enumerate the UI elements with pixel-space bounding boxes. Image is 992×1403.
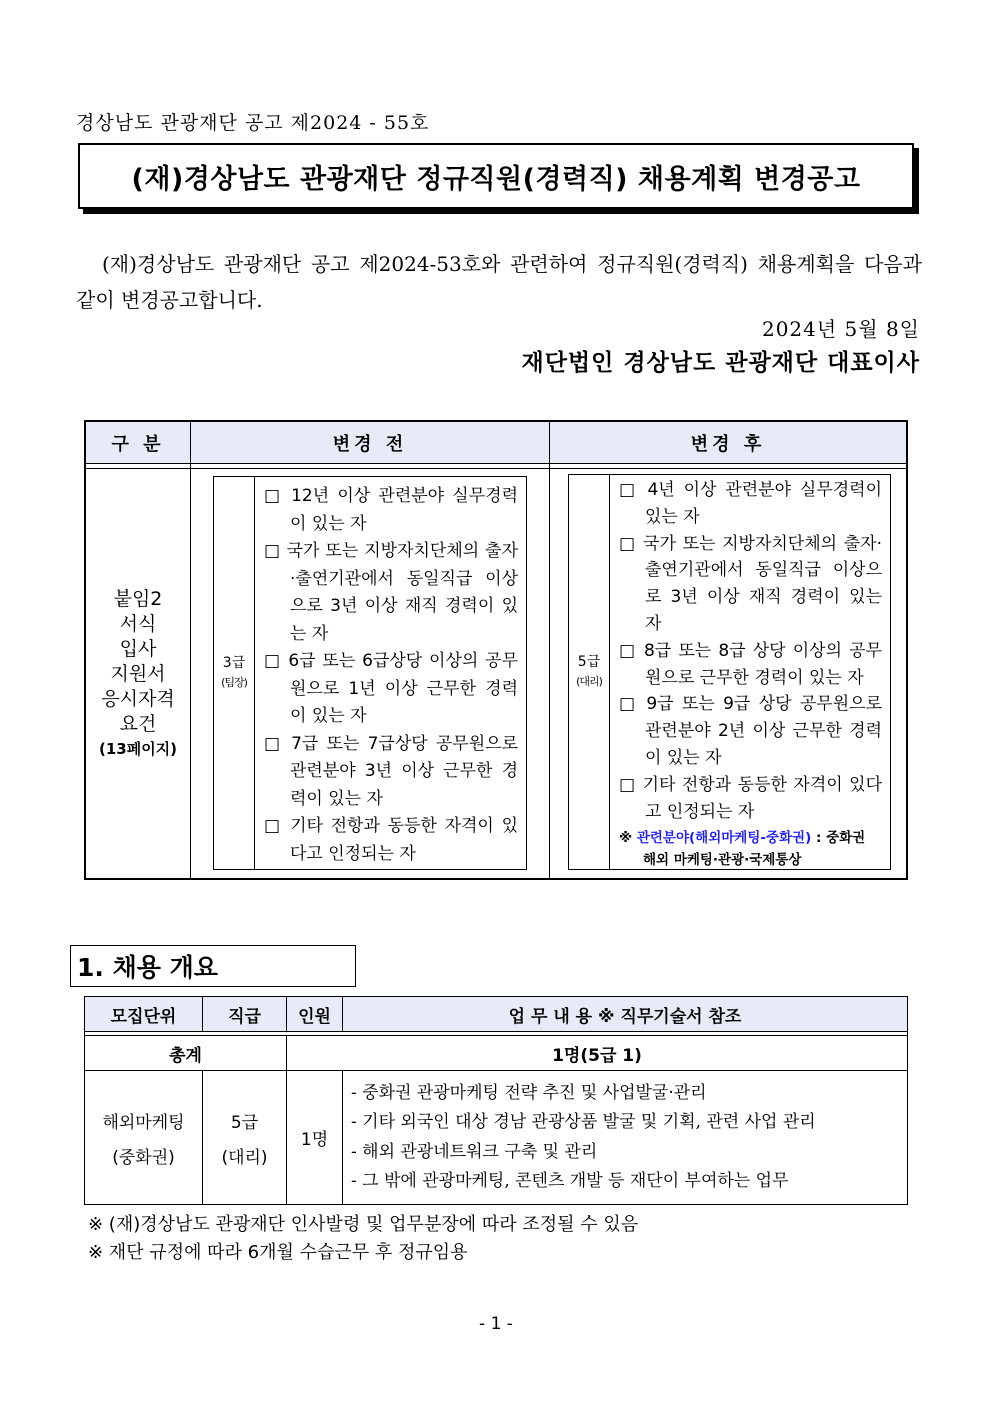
category-line: 지원서 (110, 663, 166, 685)
category-line: 요건 (119, 713, 157, 735)
related-field-note (619, 827, 882, 871)
headcount-cell: 1명 (287, 1071, 343, 1205)
page-number: - 1 - (479, 1314, 513, 1334)
before-box (213, 476, 527, 870)
grade-value: 5급 (230, 1112, 259, 1133)
overview-table (84, 996, 908, 1205)
category-line: 서식 (119, 613, 157, 635)
intro-paragraph: (재)경상남도 관광재단 공고 제2024-53호와 관련하여 정규직원(경력직) 채용계획을 다음과 같이 변경공고합니다. (76, 252, 922, 312)
before-rank-title: (팀장) (221, 676, 247, 689)
duties-cell (343, 1071, 908, 1205)
section-heading: 1. 채용 개요 (70, 945, 356, 987)
duty-item: - 해외 관광네트워크 구축 및 관리 (351, 1141, 598, 1162)
unit-sub: (중화권) (112, 1147, 175, 1168)
header-duties: 업 무 내 용 ※ 직무기술서 참조 (343, 997, 908, 1032)
after-items (619, 477, 882, 871)
notice-number: 경상남도 관광재단 공고 제2024 - 55호 (76, 112, 430, 134)
header-after: 변경 후 (550, 422, 906, 464)
change-table (84, 420, 908, 880)
after-rank (569, 475, 610, 869)
before-items (264, 483, 518, 868)
category-line: 붙임2 (113, 588, 163, 610)
header-divider (86, 463, 906, 469)
list-item: □ 6급 또는 6급상당 이상의 공무원으로 1년 이상 근무한 경력이 있는 자 (264, 651, 518, 726)
category-line: 응시자격 (101, 688, 175, 710)
list-item: □ 기타 전항과 동등한 자격이 있다고 인정되는 자 (619, 774, 882, 822)
duty-item: - 기타 외국인 대상 경남 관광상품 발굴 및 기획, 관련 사업 관리 (351, 1112, 816, 1132)
after-rank-grade: 5급 (577, 654, 601, 670)
category-cell (86, 587, 190, 762)
after-box (568, 474, 891, 870)
list-item: □ 기타 전항과 동등한 자격이 있다고 인정되는 자 (264, 816, 518, 864)
header-headcount: 인원 (287, 997, 343, 1032)
announcement-date: 2024년 5월 8일 (761, 317, 920, 341)
before-rank-grade: 3급 (222, 655, 246, 671)
column-divider (190, 422, 191, 878)
grade-title: (대리) (221, 1147, 268, 1168)
list-item: □ 12년 이상 관련분야 실무경력이 있는 자 (264, 486, 518, 534)
before-rank (214, 477, 255, 869)
header-unit: 모집단위 (85, 997, 203, 1032)
duty-item: - 그 밖에 관광마케팅, 콘텐츠 개발 등 재단이 부여하는 업무 (351, 1171, 789, 1191)
footnote: ※ (재)경상남도 관광재단 인사발령 및 업무분장에 따라 조정될 수 있음 (88, 1214, 639, 1235)
page-title: (재)경상남도 관광재단 정규직원(경력직) 채용계획 변경공고 (78, 143, 914, 209)
list-item: □ 7급 또는 7급상당 공무원으로 관련분야 3년 이상 근무한 경력이 있는 자 (264, 733, 518, 809)
unit-cell (85, 1071, 203, 1205)
footnotes (88, 1211, 638, 1267)
footnote: ※ 재단 규정에 따라 6개월 수습근무 후 정규임용 (88, 1242, 468, 1263)
list-item: □ 국가 또는 지방자치단체의 출자·출연기관에서 동일직급 이상으로 3년 이상 재직 경력이 있는 자 (264, 541, 518, 644)
total-label: 총계 (85, 1036, 287, 1071)
header-category: 구 분 (86, 422, 190, 464)
header-grade: 직급 (203, 997, 287, 1032)
list-item: □ 9급 또는 9급 상당 공무원으로 관련분야 2년 이상 근무한 경력이 있는 자 (619, 694, 882, 768)
header-before: 변경 전 (191, 422, 549, 464)
note-text: : 중화권 해외 마케팅·관광·국제통상 (643, 830, 866, 869)
unit-name: 해외마케팅 (102, 1112, 185, 1133)
list-item: □ 8급 또는 8급 상당 이상의 공무원으로 근무한 경력이 있는 자 (619, 640, 882, 688)
note-highlight: 관련분야(해외마케팅-중화권) (636, 830, 812, 847)
note-mark: ※ (619, 830, 633, 847)
category-page: (13페이지) (98, 740, 178, 758)
duty-item: - 중화권 관광마케팅 전략 추진 및 사업발굴·관리 (351, 1082, 707, 1103)
category-line: 입사 (119, 638, 157, 660)
total-value: 1명(5급 1) (287, 1036, 908, 1071)
after-rank-title: (대리) (576, 675, 602, 688)
list-item: □ 국가 또는 지방자치단체의 출자·출연기관에서 동일직급 이상으로 3년 이상 재직 경력이 있는 자 (619, 533, 882, 634)
list-item: □ 4년 이상 관련분야 실무경력이 있는 자 (619, 480, 882, 527)
table-row (85, 1071, 908, 1205)
column-divider (549, 422, 550, 878)
grade-cell (203, 1071, 287, 1205)
signer: 재단법인 경상남도 관광재단 대표이사 (521, 349, 920, 376)
